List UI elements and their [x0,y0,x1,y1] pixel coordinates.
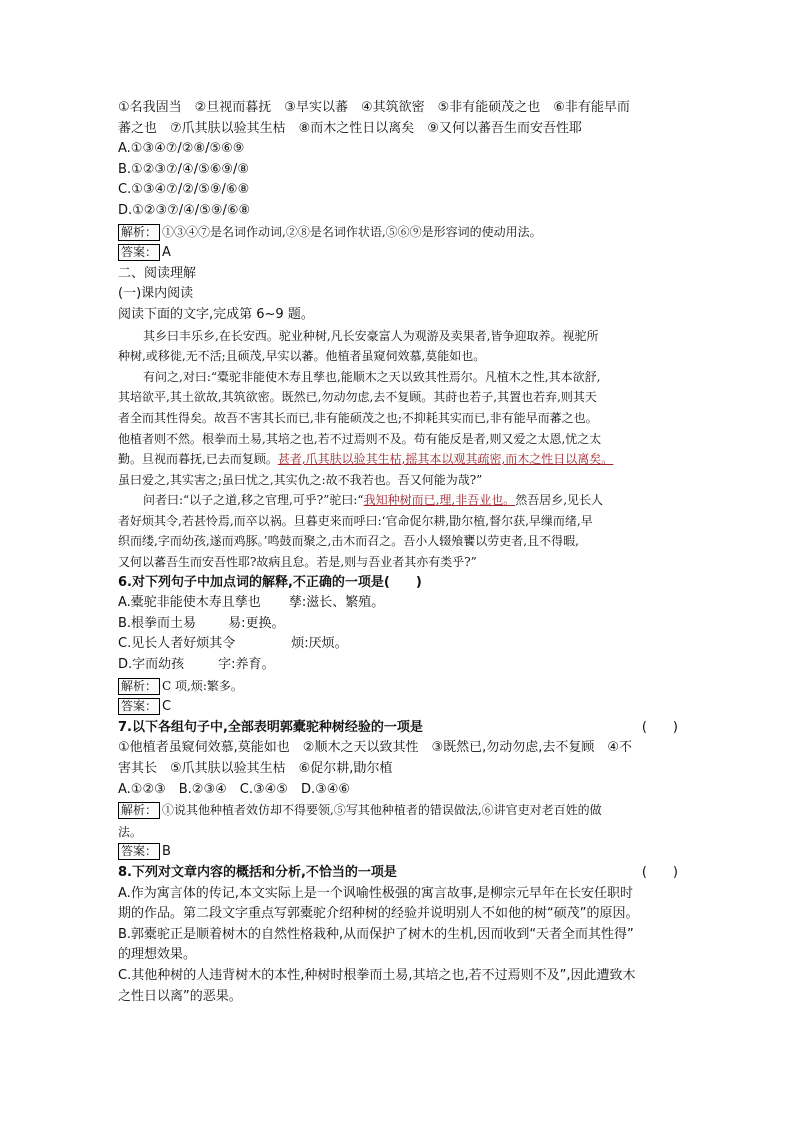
section-intro: 阅读下面的文字,完成第 6~9 题。 [118,306,314,322]
q7-explanation [118,800,678,822]
q6-option-c-gloss: 烦:厌烦。 [291,636,348,652]
passage-p2-line4: 他植者则不然。根拳而土易,其培之也,若不过焉则不及。苟有能反是者,则又爱之太恩,忧之太 [118,431,602,446]
q8-option-a-line2: 期的作品。第二段文字重点写郭橐驼介绍种树的经验并说明别人不如他的树“硕茂”的原因。 [118,906,639,922]
q8-answer-paren: ( ) [641,864,678,880]
passage-p2-line3: 者全而其性得矣。故吾不害其长而已,非有能硕茂之也;不抑耗其实而已,非有能早而蕃之也。 [118,410,598,425]
q7-stem-text: 7.以下各组句子中,全部表明郭橐驼种树经验的一项是 [118,719,423,735]
q6-option-a [118,593,678,614]
q7-items-line2: 害其长 ⑤爪其肤以验其生枯 ⑥促尔耕,勖尔植 [118,761,393,776]
passage-p3-line1 [118,490,678,511]
q6-option-c [118,634,678,655]
passage-p2-line5 [118,449,678,470]
q6-option-b-gloss: 易:更换。 [228,615,285,631]
passage-p1-line1: 其乡曰丰乐乡,在长安西。驼业种树,凡长安豪富人为观游及卖果者,皆争迎取养。视驼所 [143,328,599,343]
q7-options: A.①②③ B.②③④ C.③④⑤ D.③④⑥ [118,781,351,797]
q8-option-a-line1: A.作为寓言体的传记,本文实际上是一个讽喻性极强的寓言故事,是柳宗元早年在长安任职时 [118,885,634,901]
passage-p3-line1-end: 然吾居乡,见长人 [515,493,604,508]
q6-explanation-text: C 项,烦:繁多。 [162,678,243,693]
passage-highlight-2: 我知种树而已,理,非吾业也。 [363,493,516,508]
q6-stem [118,573,678,594]
q6-option-d [118,655,678,676]
passage-p2-line2: 其培欲平,其土欲故,其筑欲密。既然已,勿动勿虑,去不复顾。其莳也若子,其置也若弃,则其天 [118,390,597,405]
q5-options-line2: 蕃之也 ⑦爪其肤以验其生枯 ⑧而木之性日以离矣 ⑨又何以蕃吾生而安吾性耶 [118,120,582,136]
answer-tag: 答案： [118,843,160,860]
passage-p3-line3: 织而缕,字而幼孩,遂而鸡豚。’鸣鼓而聚之,击木而召之。吾小人辍飧饔以劳吏者,且不得暇, [118,534,579,549]
explanation-tag: 解析： [118,802,160,819]
q8-option-b-line2: 的理想效果。 [118,947,197,963]
q5-explanation-text: ①③④⑦是名词作动词,②⑧是名词作状语,⑤⑥⑨是形容词的使动用法。 [162,224,542,239]
q6-explanation [118,676,678,698]
q6-option-c-sentence: C.见长人者好烦其令 [118,636,236,652]
passage-p1-line2: 种树,或移徙,无不活;且硕茂,早实以蕃。他植者虽窥伺效慕,莫能如也。 [118,349,486,364]
passage-p2-line5-start: 勤。旦视而暮抚,已去而复顾。 [118,452,278,467]
q5-option-c: C.①③④⑦/②/⑤⑨/⑥⑧ [118,182,250,198]
section-subtitle: (一)课内阅读 [118,286,194,302]
q5-answer [118,243,678,264]
q8-option-b-line1: B.郭橐驼正是顺着树木的自然性格栽种,从而保护了树木的生机,因而收到“天者全而其性得” [118,926,634,942]
q6-option-a-sentence: A.橐驼非能使木寿且孳也 [118,595,261,611]
passage-highlight-1: 甚者,爪其肤以验其生枯,摇其本以观其疏密,而木之性日以离矣。 [277,452,614,467]
q7-explanation-line2: 法。 [118,824,143,839]
q7-answer [118,842,678,863]
passage-p3-line4: 又何以蕃吾生而安吾性耶?故病且怠。若是,则与吾业者其亦有类乎?” [118,555,477,570]
q8-option-c-line1: C.其他种树的人违背树木的本性,种树时根拳而土易,其培之也,若不过焉则不及”,因此遭致木 [118,967,636,983]
passage-p2-line6: 虽曰爱之,其实害之;虽曰忧之,其实仇之:故不我若也。吾又何能为哉?” [118,472,483,487]
q5-option-b: B.①②③⑦/④/⑤⑥⑨/⑧ [118,161,250,177]
q5-answer-text: A [162,245,171,261]
section-title: 二、阅读理解 [118,265,197,281]
q6-answer-text: C [162,699,172,715]
q6-option-d-sentence: D.字而幼孩 [118,657,185,673]
q6-answer [118,697,678,718]
q7-explanation-text: ①说其他种植者效仿却不得要领,⑤写其他种植者的错误做法,⑥讲官吏对老百姓的做 [162,803,602,818]
answer-tag: 答案： [118,698,160,715]
passage-p3-line2: 者好烦其令,若甚怜焉,而卒以祸。旦暮吏来而呼曰:‘官命促尔耕,勖尔植,督尔获,早缫而绪,早 [118,513,593,528]
q7-answer-text: B [162,844,171,860]
q6-option-b [118,614,678,635]
q7-items-line1: ①他植者虽窥伺效慕,莫能如也 ②顺木之天以致其性 ③既然已,勿动勿虑,去不复顾 ④不 [118,740,633,756]
explanation-tag: 解析： [118,224,160,241]
passage-p2-line1: 有问之,对曰:“橐驼非能使木寿且孳也,能顺木之天以致其性焉尔。凡植木之性,其本欲舒, [143,369,601,384]
answer-tag: 答案： [118,244,160,261]
q6-option-b-sentence: B.根拳而土易 [118,615,197,631]
document-page [118,98,678,1007]
q5-options-line1: ①名我固当 ②旦视而暮抚 ③早实以蕃 ④其筑欲密 ⑤非有能硕茂之也 ⑥非有能早而 [118,100,630,115]
q6-stem-text: 6.对下列句子中加点词的解释,不正确的一项是( ) [118,574,422,590]
q5-option-a: A.①③④⑦/②⑧/⑤⑥⑨ [118,141,245,157]
q6-option-a-gloss: 孳:滋长、繁殖。 [288,595,385,611]
q5-option-d: D.①②③⑦/④/⑤⑨/⑥⑧ [118,202,251,218]
q8-stem-text: 8.下列对文章内容的概括和分析,不恰当的一项是 [118,864,397,880]
q7-stem [118,718,678,739]
q6-option-d-gloss: 字:养育。 [218,657,275,673]
passage-p3-line1-start: 问者曰:“以子之道,移之官理,可乎?”驼曰:“ [143,493,364,508]
explanation-tag: 解析： [118,678,160,695]
q8-stem [118,863,678,884]
q8-option-c-line2: 之性日以离”的恶果。 [118,988,242,1004]
q7-answer-paren: ( ) [641,719,678,735]
q5-explanation [118,222,678,244]
